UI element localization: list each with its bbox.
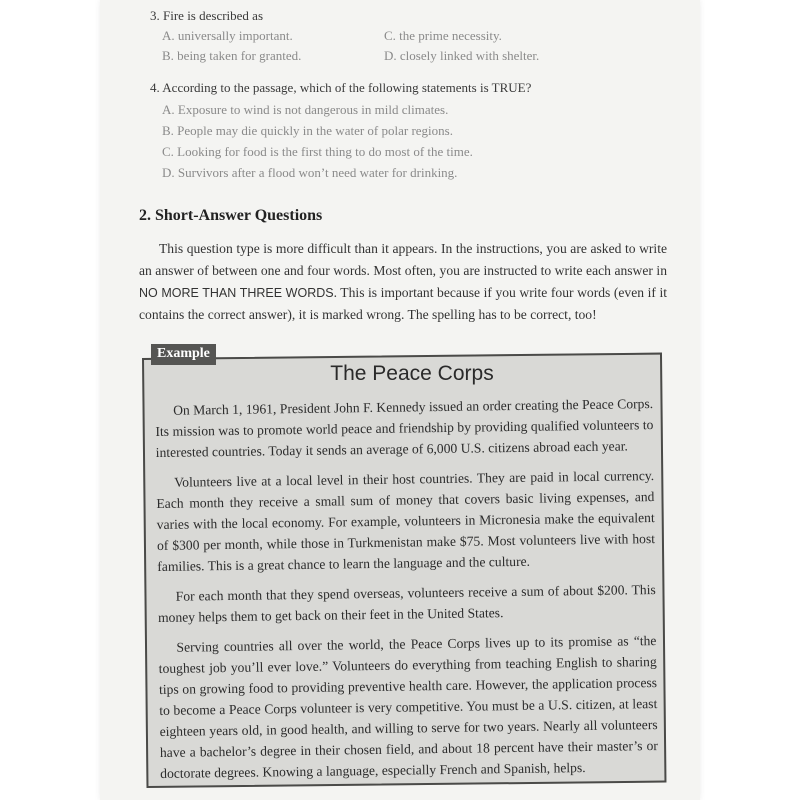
option-a: A. Exposure to wind is not dangerous in mild climates. [162, 102, 449, 117]
intro-text-2: . This is important because if you write four words (even if it contains the correct answer), it is marked wrong. The spelling has to be correct, too! [139, 285, 668, 322]
example-tag: Example [151, 344, 216, 365]
example-title: The Peace Corps [330, 362, 494, 385]
option-d: D. Survivors after a flood won’t need water for drinking. [162, 165, 458, 180]
option-b: B. People may die quickly in the water of polar regions. [162, 123, 453, 138]
passage-paragraph: Volunteers live at a local level in their host countries. They are paid in local currency. Each month they receive a small sum of money that covers basic living expenses, and varies with the local economy. For example, volunteers in Micronesia make the equivalent of $300 per month, while those in Turkmenistan make $75. Most volunteers live with host families. This is a great chance to learn the language and the culture. [156, 468, 656, 574]
section-intro [139, 238, 667, 326]
option-b: B. being taken for granted. [162, 48, 302, 63]
question-stem: 3. Fire is described as [150, 8, 264, 23]
example-passage [155, 393, 658, 793]
passage-paragraph: Serving countries all over the world, the Peace Corps lives up to its promise as “the toughest job you’ll ever love.” Volunteers do everything from teaching English to sharing tips on growing food to providing preventive health care. However, the application process to become a Peace Corps volunteer is very competitive. You must be a U.S. citizen, at least eighteen years old, in good health, and willing to serve for two years. Nearly all volunteers have a bachelor’s degree in their chosen field, and about 18 percent have their master’s or doctorate degrees. Knowing a language, especially French and Spanish, helps. [158, 633, 658, 781]
intro-text-1: This question type is more difficult than it appears. In the instructions, you are asked to write an answer of between one and four words. Most often, you are instructed to write each answer in [139, 241, 667, 278]
option-d: D. closely linked with shelter. [384, 48, 540, 63]
passage-paragraph: On March 1, 1961, President John F. Kennedy issued an order creating the Peace Corps. Its mission was to promote world peace and friendship by providing qualified volunteers to interested countries. Today it sends an average of 6,000 U.S. citizens abroad each year. [155, 396, 654, 460]
question-stem: 4. According to the passage, which of the following statements is TRUE? [150, 80, 532, 95]
option-c: C. Looking for food is the first thing to do most of the time. [162, 144, 473, 159]
option-c: C. the prime necessity. [384, 28, 502, 43]
section-heading: 2. Short-Answer Questions [139, 207, 323, 224]
intro-emphasis: NO MORE THAN THREE WORDS [139, 286, 334, 300]
passage-paragraph: For each month that they spend overseas, volunteers receive a sum of about $200. This money helps them to get back on their feet in the United States. [157, 582, 656, 625]
question-3 [150, 6, 670, 66]
question-4 [150, 78, 670, 188]
option-a: A. universally important. [162, 28, 293, 43]
